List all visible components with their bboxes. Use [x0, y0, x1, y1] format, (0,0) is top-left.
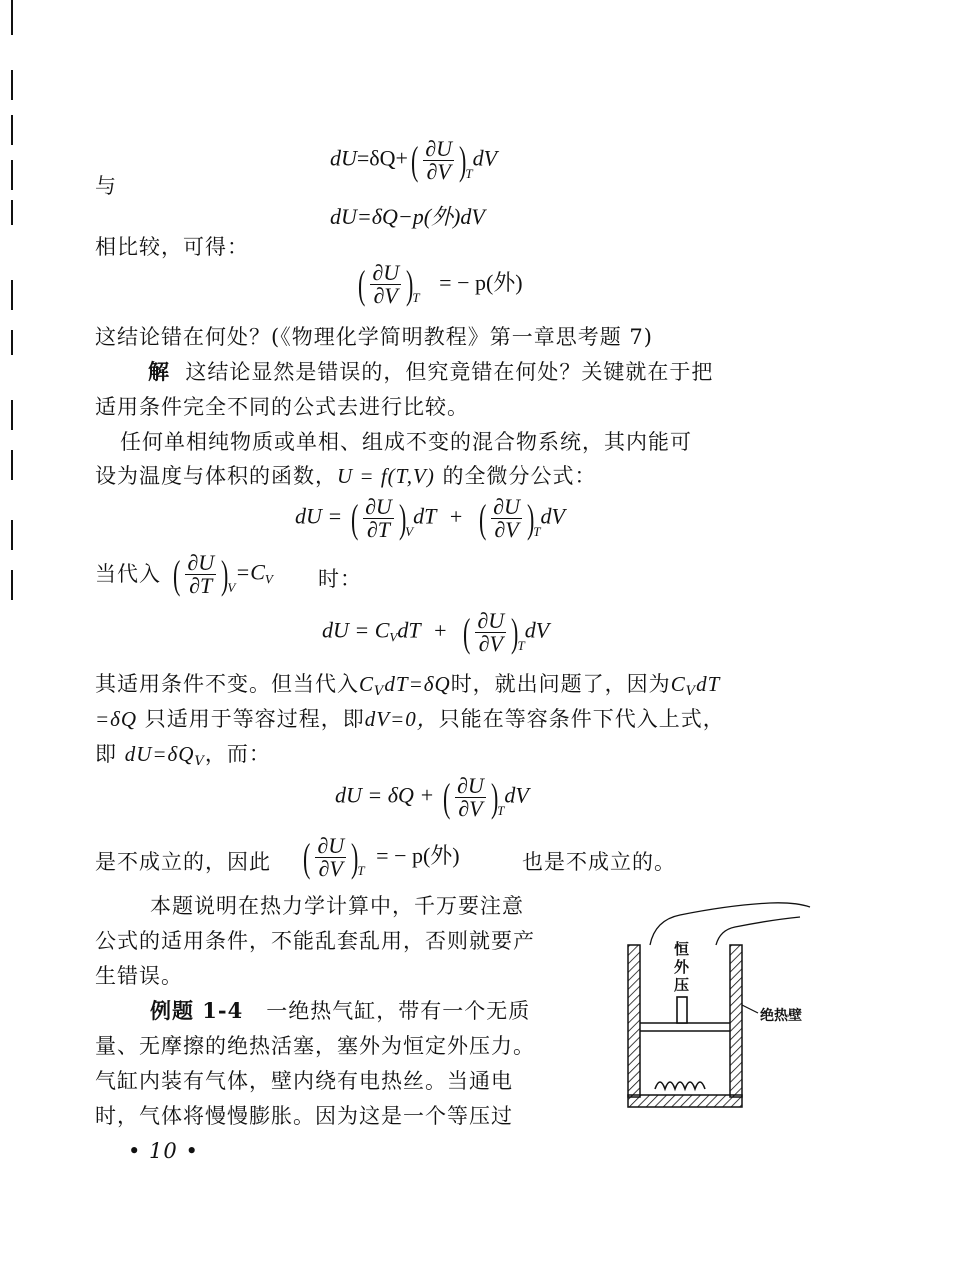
equation-4	[295, 496, 565, 541]
cond-math: =δQ	[95, 707, 138, 731]
cond-text: 时，就出问题了，因为	[450, 672, 671, 696]
text-any: 任何单相纯物质或单相、组成不变的混合物系统，其内能可	[120, 430, 692, 454]
binding-mark	[11, 160, 13, 190]
subscript: V	[685, 684, 697, 699]
subscript: V	[389, 629, 398, 645]
text-cond-2	[95, 705, 725, 733]
paren: (	[478, 495, 487, 541]
heating-coil	[655, 1082, 705, 1089]
paren: )	[221, 551, 229, 597]
cond-math: dT=δQ	[384, 672, 451, 696]
denominator: ∂V	[373, 283, 398, 308]
cond-math: C	[670, 672, 686, 696]
equation-3	[355, 262, 523, 307]
subscript: T	[412, 289, 420, 305]
text-not-valid-post: 也是不成立的。	[522, 850, 676, 874]
text-this-2: 公式的适用条件，不能乱套乱用，否则就要产	[95, 929, 535, 953]
fraction	[491, 496, 522, 541]
binding-mark	[11, 280, 13, 310]
numerator: ∂U	[372, 260, 400, 285]
fraction	[455, 775, 486, 820]
cond-text: ，而：	[204, 742, 271, 766]
text-apply: 适用条件完全不同的公式去进行比较。	[95, 395, 469, 419]
text-cond-1	[95, 670, 720, 706]
numerator: ∂U	[477, 608, 505, 633]
paren: (	[410, 137, 419, 183]
paren: (	[172, 551, 181, 597]
eq-text: =δQ+	[356, 145, 408, 171]
text-sub-post: 时：	[318, 567, 362, 591]
text-set	[95, 462, 597, 490]
denominator: ∂V	[494, 517, 519, 542]
denominator: ∂T	[366, 517, 390, 542]
eq-text: = − p(外)	[439, 269, 523, 295]
paren: (	[302, 834, 311, 880]
numerator: ∂U	[317, 833, 345, 858]
equation-6	[335, 775, 529, 820]
text-question: 这结论错在何处？(《物理化学简明教程》第一章思考题 7)	[95, 325, 653, 349]
paren: )	[406, 261, 414, 307]
cylinder-figure	[620, 895, 840, 1115]
subscript: V	[264, 571, 273, 587]
cond-math: dU=δQ	[124, 742, 195, 766]
subscript: T	[533, 523, 541, 539]
eq-text: dU = C	[322, 617, 390, 643]
eq-text: dT	[397, 617, 421, 643]
text-not-valid-pre: 是不成立的，因此	[95, 850, 271, 874]
paren: (	[357, 261, 366, 307]
subscript: V	[405, 523, 414, 539]
cond-math: C	[359, 672, 375, 696]
subscript: T	[465, 165, 473, 181]
set-text: 设为温度与体积的函数，	[95, 464, 337, 488]
binding-mark	[11, 330, 13, 355]
eq-text: +	[434, 617, 447, 643]
numerator: ∂U	[457, 773, 484, 798]
binding-mark	[11, 450, 13, 480]
text-yu: 与	[95, 174, 117, 198]
cylinder-left-wall	[628, 945, 640, 1097]
set-end: 的全微分公式：	[442, 464, 597, 488]
set-math: U = f(T,V)	[337, 464, 435, 488]
binding-mark	[11, 115, 13, 145]
solution-text: 这结论显然是错误的，但究竟错在何处？关键就在于把	[185, 360, 714, 384]
subscript: V	[194, 754, 205, 769]
eq-text: dT	[413, 503, 437, 529]
hand-outline-inner	[716, 917, 800, 945]
eq-text: dU =	[295, 503, 343, 529]
binding-mark	[11, 400, 13, 430]
eq-text: dV	[504, 782, 529, 808]
text-this-1: 本题说明在热力学计算中，千万要注意	[150, 894, 524, 918]
eq-text: dU = δQ +	[335, 782, 435, 808]
numerator: ∂U	[425, 136, 453, 161]
denominator: ∂V	[478, 631, 503, 656]
paren: )	[459, 137, 467, 183]
text-substitute	[95, 560, 161, 588]
paren: )	[526, 495, 535, 541]
paren: )	[490, 774, 499, 820]
example-label: 例题 1-4	[150, 998, 244, 1023]
eq-text: dV	[540, 503, 565, 529]
paren: )	[351, 834, 359, 880]
piston	[640, 997, 730, 1031]
text-example-1	[150, 997, 530, 1025]
text-compare: 相比较，可得：	[95, 235, 249, 259]
text-cond-3	[95, 740, 271, 776]
eq-text: dV	[524, 617, 550, 643]
denominator: ∂T	[189, 573, 213, 598]
cond-math: dT	[696, 672, 721, 696]
cond-text: 其适用条件不变。但当代入	[95, 672, 359, 696]
label-const-2: 外	[674, 958, 690, 976]
eq-text: +	[449, 503, 463, 529]
wall-label-leader	[742, 1005, 758, 1013]
text-this-3: 生错误。	[95, 964, 183, 988]
binding-mark	[11, 70, 13, 100]
fraction	[475, 610, 506, 655]
binding-mark	[11, 0, 13, 35]
example-text: 一绝热气缸，带有一个无质	[266, 999, 531, 1023]
text-example-3: 气缸内装有气体，壁内绕有电热丝。当通电	[95, 1069, 513, 1093]
subscript: T	[517, 637, 525, 653]
label-jie: 解	[148, 359, 170, 384]
equation-2: dU=δQ−p(外)dV	[330, 204, 485, 229]
text-example-2: 量、无摩擦的绝热活塞，塞外为恒定外压力。	[95, 1034, 535, 1058]
numerator: ∂U	[493, 494, 520, 519]
page-number: • 10 •	[128, 1139, 199, 1163]
cond-text: 只能在等容条件下代入上式，	[438, 707, 725, 731]
denominator: ∂V	[458, 796, 483, 821]
paren: )	[398, 495, 407, 541]
label-const-1: 恒	[674, 940, 690, 958]
eq-text: dV	[472, 145, 498, 171]
fraction	[370, 262, 401, 307]
paren: (	[463, 609, 471, 655]
paren: (	[350, 495, 359, 541]
subscript: V	[227, 579, 236, 595]
denominator: ∂V	[426, 159, 451, 184]
denominator: ∂V	[318, 856, 343, 881]
paren: (	[442, 774, 451, 820]
equation-not-valid	[300, 835, 460, 880]
fraction	[363, 496, 394, 541]
subscript: T	[357, 862, 365, 878]
subscript: T	[497, 802, 505, 818]
fraction	[423, 138, 454, 183]
equation-cv	[170, 552, 273, 597]
sub-pre: 当代入	[95, 562, 161, 586]
text-example-4: 时，气体将慢慢膨胀。因为这是一个等压过	[95, 1104, 513, 1128]
paren: )	[511, 609, 519, 655]
label-const-3: 压	[674, 976, 690, 994]
eq-text: dU	[330, 145, 357, 171]
numerator: ∂U	[365, 494, 392, 519]
fraction	[315, 835, 346, 880]
cylinder-right-wall	[730, 945, 742, 1097]
binding-mark	[11, 570, 13, 600]
cond-text: 即	[95, 742, 117, 766]
cond-math: dV=0，	[364, 707, 439, 731]
subscript: V	[374, 684, 385, 699]
binding-mark	[11, 520, 13, 550]
eq-text: =C	[235, 559, 265, 585]
eq-text: = − p(外)	[376, 842, 460, 868]
equation-5	[322, 610, 549, 655]
text-solution	[148, 358, 713, 386]
equation-1	[330, 138, 497, 183]
numerator: ∂U	[187, 550, 215, 575]
fraction	[185, 552, 216, 597]
cond-text: 只适用于等容过程，即	[144, 707, 365, 731]
cylinder-bottom	[628, 1095, 742, 1107]
label-adiabatic-wall: 绝热壁	[760, 1008, 802, 1024]
binding-mark	[11, 200, 13, 225]
